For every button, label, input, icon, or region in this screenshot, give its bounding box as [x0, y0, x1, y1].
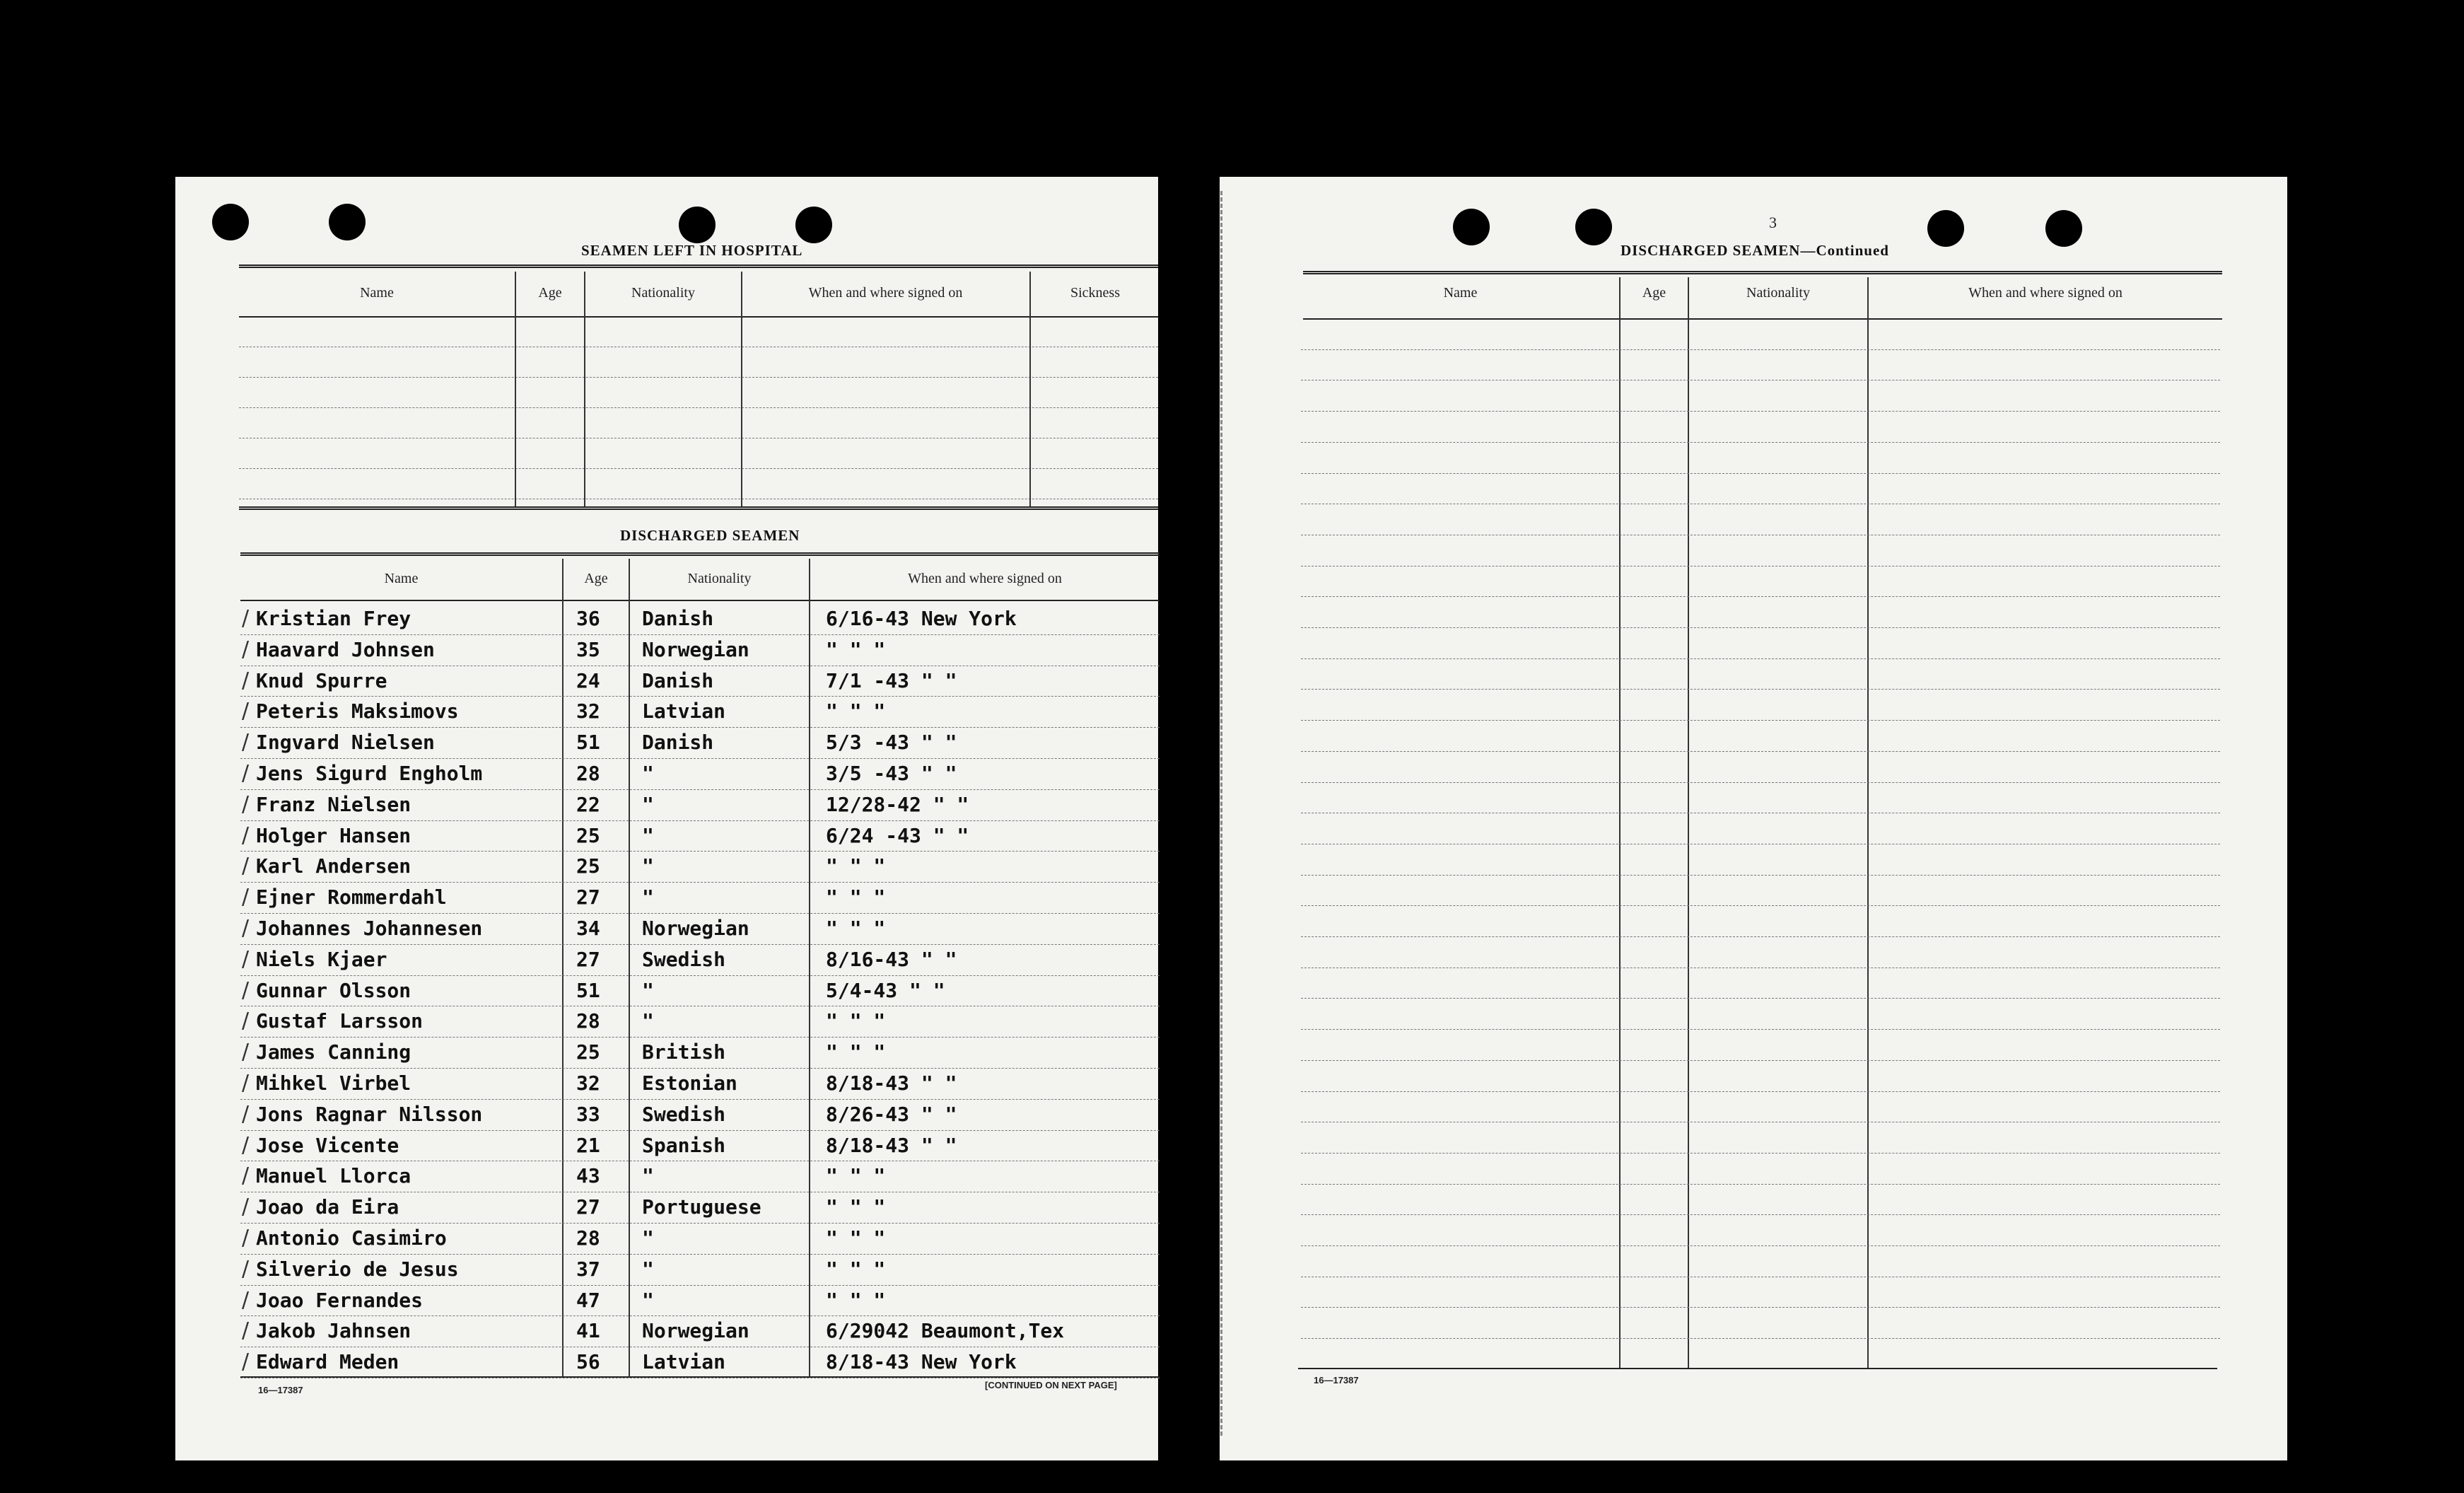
seaman-signed-on: 5/4-43 " " — [826, 978, 945, 1002]
right-form-number: 16—17387 — [1314, 1375, 1359, 1385]
seaman-age: 36 — [576, 607, 600, 630]
hospital-col-divider — [1029, 272, 1031, 506]
seaman-nationality: Norwegian — [642, 637, 749, 661]
ruled-line — [240, 851, 1160, 852]
check-mark: / — [242, 1287, 250, 1313]
seaman-age: 37 — [576, 1257, 600, 1281]
right-header-name: Name — [1443, 285, 1478, 301]
check-mark: / — [242, 1101, 250, 1127]
ruled-line — [240, 789, 1160, 790]
ruled-line — [240, 727, 1160, 728]
seaman-name: Knud Spurre — [256, 668, 387, 692]
discharged-col-divider — [562, 559, 564, 1378]
hospital-bottom-rule — [239, 506, 1158, 510]
seaman-signed-on: 8/18-43 New York — [826, 1350, 1017, 1374]
seaman-nationality: Portuguese — [642, 1195, 761, 1219]
seaman-signed-on: " " " — [826, 1164, 886, 1188]
seaman-age: 25 — [576, 854, 600, 878]
ruled-line — [240, 882, 1160, 883]
ruled-line — [1301, 905, 2220, 906]
seaman-name: Ingvard Nielsen — [256, 731, 435, 755]
check-mark: / — [242, 1318, 250, 1344]
seaman-name: Gunnar Olsson — [256, 978, 411, 1002]
seaman-signed-on: 8/18-43 " " — [826, 1071, 957, 1095]
seaman-nationality: " — [642, 1009, 654, 1033]
seaman-signed-on: " " " — [826, 917, 886, 940]
seaman-age: 25 — [576, 1040, 600, 1064]
seaman-name: Joao Fernandes — [256, 1288, 424, 1312]
check-mark: / — [242, 699, 250, 724]
ruled-line — [1301, 1184, 2220, 1185]
seaman-nationality: Latvian — [642, 699, 726, 724]
discharged-col-divider — [629, 559, 630, 1378]
ruled-line — [240, 1223, 1160, 1224]
right-col-divider — [1619, 277, 1621, 1368]
punch-hole — [1453, 209, 1490, 245]
punch-hole — [329, 204, 366, 240]
right-header-age: Age — [1642, 285, 1666, 301]
ruled-line — [240, 975, 1160, 976]
seaman-signed-on: " " " — [826, 1257, 886, 1281]
seaman-age: 34 — [576, 917, 600, 940]
hospital-header-nationality: Nationality — [631, 285, 695, 301]
ruled-line — [1301, 1338, 2220, 1339]
hospital-top-rule — [239, 265, 1158, 268]
seaman-signed-on: " " " — [826, 1288, 886, 1312]
seaman-name: Franz Nielsen — [256, 792, 411, 816]
seaman-signed-on: 5/3 -43 " " — [826, 731, 957, 755]
right-title-continued: —Continued — [1800, 242, 1889, 259]
discharged-header-signed: When and where signed on — [908, 571, 1062, 586]
ruled-line — [1301, 596, 2220, 597]
page-number: 3 — [1769, 214, 1777, 231]
seaman-nationality: " — [642, 885, 654, 910]
seaman-age: 27 — [576, 1195, 600, 1219]
check-mark: / — [242, 1226, 250, 1250]
seaman-nationality: Danish — [642, 607, 714, 630]
seaman-nationality: Spanish — [642, 1133, 726, 1157]
ruled-line — [1301, 998, 2220, 999]
seaman-nationality: " — [642, 1257, 654, 1281]
seaman-name: Karl Andersen — [256, 854, 411, 878]
ruled-line — [240, 1130, 1160, 1131]
ruled-line — [1301, 442, 2220, 443]
ruled-line — [240, 696, 1160, 697]
check-mark: / — [242, 1009, 250, 1034]
hospital-header-rule — [239, 316, 1158, 318]
seaman-signed-on: " " " — [826, 699, 886, 724]
check-mark: / — [242, 1163, 250, 1189]
check-mark: / — [242, 606, 250, 631]
seaman-name: Peteris Maksimovs — [256, 699, 459, 724]
seaman-name: Manuel Llorca — [256, 1164, 411, 1188]
seaman-age: 56 — [576, 1350, 600, 1374]
hospital-col-divider — [741, 272, 742, 506]
seaman-signed-on: " " " — [826, 1009, 886, 1033]
ruled-line — [1301, 782, 2220, 783]
ruled-line — [1301, 936, 2220, 937]
discharged-top-rule — [240, 552, 1160, 556]
seaman-nationality: " — [642, 823, 654, 847]
ruled-line — [1301, 1245, 2220, 1246]
seaman-nationality: " — [642, 762, 654, 785]
check-mark: / — [242, 730, 250, 755]
seaman-signed-on: 12/28-42 " " — [826, 792, 969, 816]
check-mark: / — [242, 637, 250, 662]
check-mark: / — [242, 885, 250, 910]
seaman-name: Jons Ragnar Nilsson — [256, 1102, 483, 1126]
seaman-nationality: " — [642, 1226, 654, 1250]
right-col-divider — [1688, 277, 1689, 1368]
hospital-header-signed: When and where signed on — [808, 285, 963, 301]
seaman-name: Haavard Johnsen — [256, 637, 435, 661]
check-mark: / — [242, 977, 250, 1003]
ruled-line — [1301, 349, 2220, 350]
seaman-name: Niels Kjaer — [256, 947, 387, 971]
seaman-name: Gustaf Larsson — [256, 1009, 424, 1033]
seaman-nationality: British — [642, 1040, 726, 1064]
hospital-col-divider — [515, 272, 516, 506]
seaman-signed-on: 7/1 -43 " " — [826, 668, 957, 692]
discharged-col-divider — [809, 559, 810, 1378]
seaman-nationality: Estonian — [642, 1071, 737, 1095]
seaman-age: 47 — [576, 1288, 600, 1312]
seaman-age: 24 — [576, 668, 600, 692]
ruled-line — [1301, 1214, 2220, 1215]
ruled-line — [240, 1099, 1160, 1100]
ruled-line — [240, 1037, 1160, 1038]
ruled-line — [1301, 689, 2220, 690]
seaman-age: 33 — [576, 1102, 600, 1126]
ruled-line — [1301, 1307, 2220, 1308]
right-title-main: DISCHARGED SEAMEN — [1621, 242, 1801, 259]
continued-note: [CONTINUED ON NEXT PAGE] — [985, 1380, 1117, 1390]
seaman-name: Ejner Rommerdahl — [256, 885, 447, 910]
seaman-signed-on: " " " — [826, 1226, 886, 1250]
seaman-age: 51 — [576, 978, 600, 1002]
seaman-signed-on: 8/26-43 " " — [826, 1102, 957, 1126]
punch-hole — [795, 207, 832, 243]
ruled-line — [240, 634, 1160, 635]
punch-hole — [679, 207, 716, 243]
ruled-line — [240, 913, 1160, 914]
check-mark: / — [242, 823, 250, 848]
seaman-nationality: Latvian — [642, 1350, 726, 1374]
seaman-signed-on: 8/16-43 " " — [826, 947, 957, 971]
ruled-line — [240, 758, 1160, 759]
check-mark: / — [242, 791, 250, 817]
punch-hole — [212, 204, 249, 240]
right-col-divider — [1867, 277, 1869, 1368]
seaman-age: 22 — [576, 792, 600, 816]
right-bottom-rule — [1298, 1368, 2217, 1369]
seaman-name: Antonio Casimiro — [256, 1226, 447, 1250]
seaman-name: Joao da Eira — [256, 1195, 399, 1219]
seaman-name: Silverio de Jesus — [256, 1257, 459, 1281]
seaman-name: Kristian Frey — [256, 607, 411, 630]
seaman-name: Jose Vicente — [256, 1133, 399, 1157]
right-header-signed: When and where signed on — [1968, 285, 2123, 301]
right-section-title — [1621, 242, 1889, 260]
ruled-line — [240, 1068, 1160, 1069]
right-header-nationality: Nationality — [1746, 285, 1810, 301]
check-mark: / — [242, 1195, 250, 1220]
hospital-col-divider — [584, 272, 585, 506]
check-mark: / — [242, 1349, 250, 1375]
ruled-line — [1301, 875, 2220, 876]
seaman-name: Johannes Johannesen — [256, 917, 483, 940]
seaman-signed-on: 6/16-43 New York — [826, 607, 1017, 630]
hospital-header-age: Age — [538, 285, 562, 301]
ruled-line — [1301, 1029, 2220, 1030]
right-top-rule — [1303, 271, 2222, 274]
seaman-signed-on: " " " — [826, 854, 886, 878]
seaman-age: 32 — [576, 699, 600, 724]
punch-hole — [2045, 210, 2082, 247]
discharged-header-nationality: Nationality — [687, 571, 752, 586]
check-mark: / — [242, 854, 250, 879]
seaman-age: 27 — [576, 885, 600, 910]
hospital-header-name: Name — [360, 285, 394, 301]
hospital-header-sickness: Sickness — [1070, 285, 1120, 301]
seaman-name: Jens Sigurd Engholm — [256, 762, 483, 785]
seaman-nationality: Swedish — [642, 1102, 726, 1126]
check-mark: / — [242, 916, 250, 941]
ruled-line — [1301, 720, 2220, 721]
right-header-rule — [1303, 318, 2222, 320]
ruled-line — [240, 944, 1160, 945]
check-mark: / — [242, 1040, 250, 1065]
discharged-header-name: Name — [384, 571, 419, 586]
seaman-nationality: Danish — [642, 731, 714, 755]
ruled-line — [1301, 566, 2220, 567]
seaman-nationality: Swedish — [642, 947, 726, 971]
seaman-nationality: Danish — [642, 668, 714, 692]
ruled-line — [240, 1315, 1160, 1316]
seaman-age: 27 — [576, 947, 600, 971]
ruled-line — [1301, 751, 2220, 752]
ruled-line — [1301, 473, 2220, 474]
seaman-age: 32 — [576, 1071, 600, 1095]
ruled-line — [1301, 658, 2220, 659]
seaman-name: Edward Meden — [256, 1350, 399, 1374]
check-mark: / — [242, 1132, 250, 1158]
ruled-line — [239, 468, 1158, 469]
seaman-age: 25 — [576, 823, 600, 847]
seaman-signed-on: 6/29042 Beaumont,Tex — [826, 1319, 1065, 1343]
seaman-age: 28 — [576, 762, 600, 785]
seaman-signed-on: 6/24 -43 " " — [826, 823, 969, 847]
seaman-nationality: Norwegian — [642, 917, 749, 940]
left-form-number: 16—17387 — [258, 1385, 303, 1395]
seaman-age: 28 — [576, 1009, 600, 1033]
ruled-line — [240, 1285, 1160, 1286]
check-mark: / — [242, 946, 250, 972]
ruled-line — [1301, 627, 2220, 628]
seaman-nationality: " — [642, 978, 654, 1002]
page-fold — [1220, 191, 1230, 1436]
ruled-line — [1301, 411, 2220, 412]
seaman-age: 41 — [576, 1319, 600, 1343]
seaman-age: 21 — [576, 1133, 600, 1157]
seaman-name: Mihkel Virbel — [256, 1071, 411, 1095]
seaman-signed-on: 8/18-43 " " — [826, 1133, 957, 1157]
check-mark: / — [242, 1071, 250, 1096]
check-mark: / — [242, 1256, 250, 1282]
ruled-line — [240, 820, 1160, 821]
punch-hole — [1927, 210, 1964, 247]
seaman-signed-on: " " " — [826, 1040, 886, 1064]
seaman-age: 43 — [576, 1164, 600, 1188]
seaman-nationality: " — [642, 1164, 654, 1188]
hospital-section-title: SEAMEN LEFT IN HOSPITAL — [581, 242, 803, 259]
seaman-age: 51 — [576, 731, 600, 755]
ruled-line — [239, 407, 1158, 408]
seaman-nationality: " — [642, 1288, 654, 1312]
check-mark: / — [242, 668, 250, 693]
seaman-nationality: " — [642, 792, 654, 816]
ruled-line — [240, 1254, 1160, 1255]
seaman-signed-on: " " " — [826, 637, 886, 661]
seaman-signed-on: " " " — [826, 1195, 886, 1219]
seaman-signed-on: 3/5 -43 " " — [826, 762, 957, 785]
seaman-nationality: Norwegian — [642, 1319, 749, 1343]
seaman-name: Jakob Jahnsen — [256, 1319, 411, 1343]
seaman-age: 28 — [576, 1226, 600, 1250]
punch-hole — [1575, 209, 1612, 245]
discharged-header-rule — [240, 600, 1160, 601]
seaman-name: James Canning — [256, 1040, 411, 1064]
ruled-line — [239, 377, 1158, 378]
seaman-age: 35 — [576, 637, 600, 661]
ruled-line — [1301, 1153, 2220, 1154]
discharged-bottom-rule — [240, 1376, 1160, 1378]
ruled-line — [1301, 1060, 2220, 1061]
right-page — [1220, 177, 2287, 1460]
seaman-nationality: " — [642, 854, 654, 878]
seaman-name: Holger Hansen — [256, 823, 411, 847]
ruled-line — [1301, 1091, 2220, 1092]
check-mark: / — [242, 761, 250, 786]
discharged-section-title: DISCHARGED SEAMEN — [620, 527, 800, 544]
discharged-header-age: Age — [584, 571, 608, 586]
seaman-signed-on: " " " — [826, 885, 886, 910]
